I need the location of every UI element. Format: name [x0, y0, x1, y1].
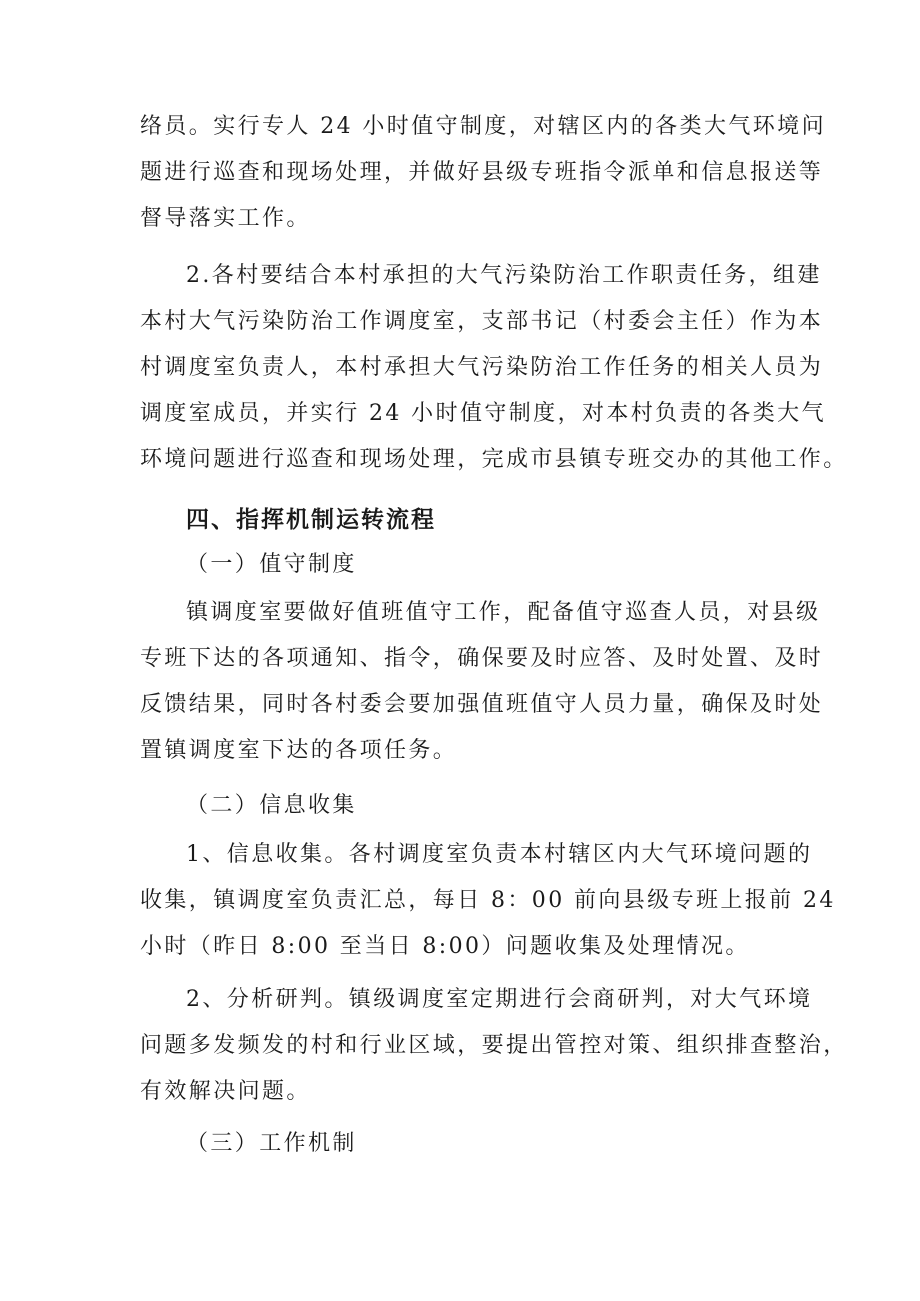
text-line: 村调度室负责人，本村承担大气污染防治工作任务的相关人员为 [140, 355, 824, 380]
subsection-heading: （一）值守制度 [186, 552, 357, 577]
paragraph-3 [140, 590, 824, 774]
subsection-heading: （三）工作机制 [186, 1131, 357, 1156]
text-line: 2.各村要结合本村承担的大气污染防治工作职责任务，组建 [186, 263, 822, 288]
text-line: 题进行巡查和现场处理，并做好县级专班指令派单和信息报送等 [140, 160, 824, 185]
text-line: 反馈结果，同时各村委会要加强值班值守人员力量，确保及时处 [140, 692, 824, 717]
text-line: 专班下达的各项通知、指令，确保要及时应答、及时处置、及时 [140, 646, 824, 671]
section-heading: 四、指挥机制运转流程 [186, 507, 436, 533]
text-line: 小时（昨日 8:00 至当日 8:00）问题收集及处理情况。 [140, 934, 750, 959]
text-line: 1、信息收集。各村调度室负责本村辖区内大气环境问题的 [186, 842, 813, 867]
text-line: 督导落实工作。 [140, 206, 311, 231]
text-line: 问题多发频发的村和行业区域，要提出管控对策、组织排查整治， [140, 1033, 848, 1058]
text-line: 环境问题进行巡查和现场处理，完成市县镇专班交办的其他工作。 [140, 447, 848, 472]
paragraph-1 [140, 104, 826, 242]
text-line: 本村大气污染防治工作调度室，支部书记（村委会主任）作为本 [140, 309, 824, 334]
text-line: 置镇调度室下达的各项任务。 [140, 738, 458, 763]
text-line: 镇调度室要做好值班值守工作，配备值守巡查人员，对县级 [186, 600, 821, 625]
text-line: 2、分析研判。镇级调度室定期进行会商研判，对大气环境 [186, 987, 813, 1012]
paragraph-5 [140, 977, 848, 1115]
paragraph-2 [140, 253, 848, 483]
text-line: 调度室成员，并实行 24 小时值守制度，对本村负责的各类大气 [140, 401, 826, 426]
paragraph-4 [140, 832, 836, 970]
text-line: 收集，镇调度室负责汇总，每日 8：00 前向县级专班上报前 24 [140, 888, 836, 913]
text-line: 有效解决问题。 [140, 1079, 311, 1104]
text-line: 络员。实行专人 24 小时值守制度，对辖区内的各类大气环境问 [140, 114, 826, 139]
subsection-heading: （二）信息收集 [186, 793, 357, 818]
